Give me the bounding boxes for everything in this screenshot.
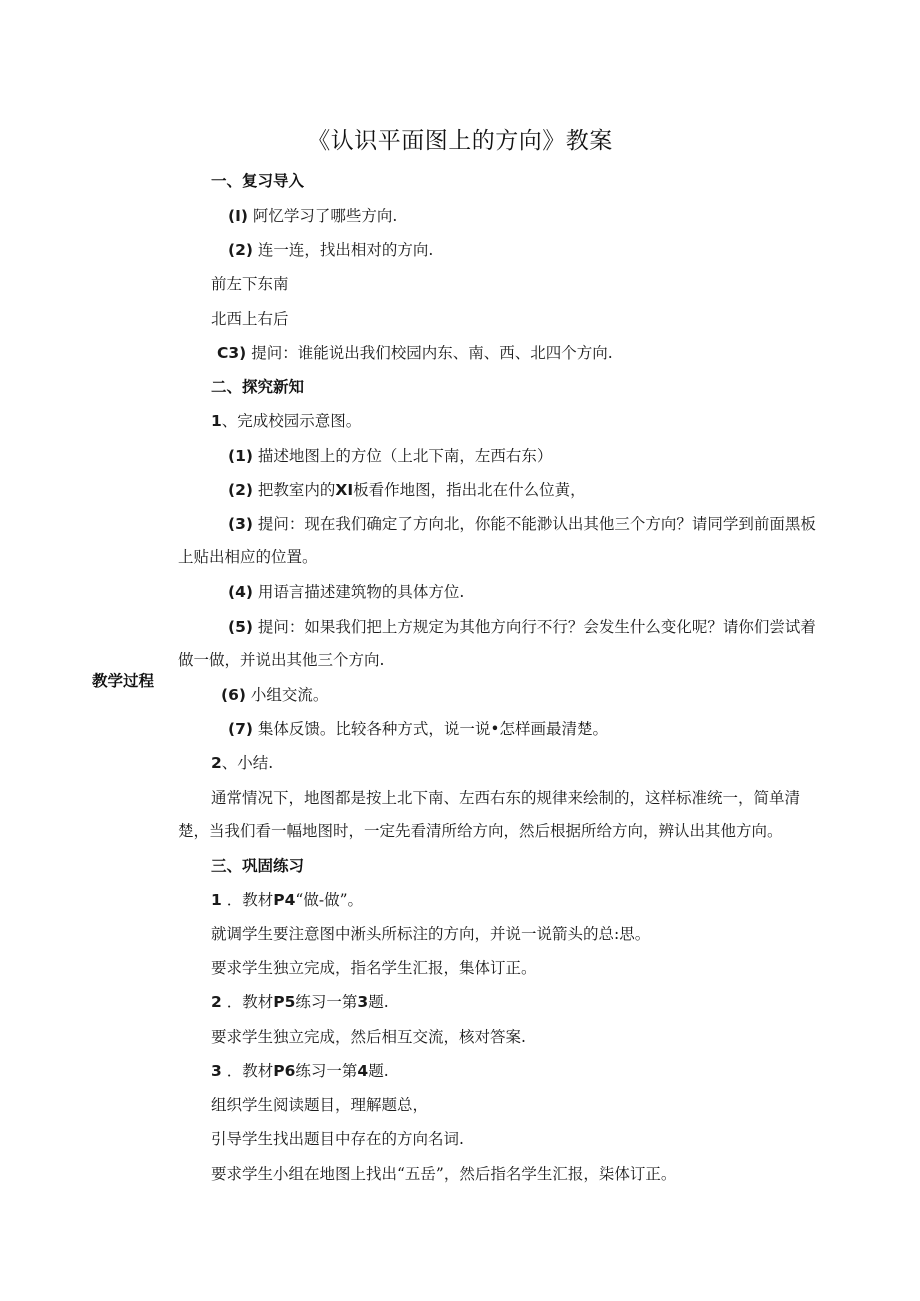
item-text: 用语言描述建筑物的具体方位. <box>257 583 465 601</box>
review-item-1 <box>228 206 397 226</box>
item-number: (3) <box>228 515 253 533</box>
side-label-teaching-process: 教学过程 <box>92 672 155 690</box>
summary-paragraph-continued: 楚，当我们看一幅地图时，一定先看清所给方向，然后根据所给方向，辨认出其他方向。 <box>178 822 783 840</box>
item-text-bold: 4 <box>357 1062 369 1080</box>
item-text-bold: P6 <box>273 1062 296 1080</box>
item-text: 提问：谁能说出我们校园内东、南、西、北四个方向. <box>251 344 613 362</box>
document-title: 《认识平面图上的方向》教案 <box>307 128 613 154</box>
explore-step-5 <box>228 617 816 637</box>
explore-part-1 <box>211 411 361 431</box>
review-item-2 <box>228 240 433 260</box>
item-text: “做-做”。 <box>295 891 363 909</box>
explore-step-1 <box>228 446 552 466</box>
explore-step-7 <box>228 719 608 739</box>
item-text: 板看作地图，指出北在什么位黄， <box>353 481 586 499</box>
item-text-bold: P5 <box>273 993 296 1011</box>
item-number: 2 <box>211 993 222 1011</box>
item-number: (5) <box>228 618 253 636</box>
item-number: (6) <box>221 686 246 704</box>
item-number: C3) <box>217 344 247 362</box>
item-number: (4) <box>228 583 253 601</box>
item-number: 2 <box>211 754 222 772</box>
item-text: 连一连，找出相对的方向. <box>257 241 434 259</box>
explore-step-3 <box>228 514 816 534</box>
explore-step-4 <box>228 582 464 602</box>
item-text: 集体反馈。比较各种方式，说一说•怎样画最清楚。 <box>257 720 609 738</box>
explore-step-5-continued: 做一做，并说出其他三个方向. <box>178 651 385 669</box>
explore-part-2 <box>211 753 273 773</box>
practice-item-3 <box>211 1061 389 1081</box>
practice-item-2-line-2: 要求学生独立完成，然后相互交流，核对答案. <box>211 1028 526 1046</box>
item-text: 描述地图上的方位（上北下南，左西右东） <box>257 447 553 465</box>
item-text: 小组交流。 <box>250 686 329 704</box>
item-number: (2) <box>228 481 253 499</box>
explore-step-3-continued: 上贴出相应的位置。 <box>178 548 318 566</box>
summary-paragraph: 通常情况下，地图都是按上北下南、左西右东的规律来绘制的，这样标准统一，简单清 <box>211 789 801 807</box>
item-text: ．教材 <box>226 1062 274 1080</box>
item-text-bold: XI <box>335 481 354 499</box>
item-number: (1) <box>228 447 253 465</box>
direction-words-row-1: 前左下东南 <box>211 275 289 293</box>
item-text: 阿忆学习了哪些方向. <box>252 207 398 225</box>
item-text: ．教材 <box>226 891 274 909</box>
item-text: ．教材 <box>226 993 274 1011</box>
practice-item-1-line-2: 就调学生要注意图中淅头所标注的方向，并说一说箭头的总:思。 <box>211 925 651 943</box>
section-heading-review: 一、复习导入 <box>211 172 305 190</box>
item-number: (I) <box>228 207 248 225</box>
item-text-bold: P4 <box>273 891 296 909</box>
explore-step-6 <box>221 685 328 705</box>
item-number: 1 <box>211 891 222 909</box>
direction-words-row-2: 北西上右后 <box>211 310 289 328</box>
item-text: 、小结. <box>221 754 274 772</box>
item-number: (7) <box>228 720 253 738</box>
practice-item-1 <box>211 890 363 910</box>
practice-item-3-line-4: 要求学生小组在地图上找出“五岳”，然后指名学生汇报，柒体订正。 <box>211 1165 677 1183</box>
practice-item-2 <box>211 992 389 1012</box>
item-text: 提问：现在我们确定了方向北，你能不能渺认出其他三个方向？请同学到前面黑板 <box>257 515 816 533</box>
item-text: 把教室内的 <box>257 481 336 499</box>
section-heading-practice: 三、巩固练习 <box>211 857 305 875</box>
review-item-3 <box>217 343 613 363</box>
item-number: (2) <box>228 241 253 259</box>
section-heading-explore: 二、探究新知 <box>211 378 305 396</box>
practice-item-3-line-2: 组织学生阅读题目，理解题总， <box>211 1096 429 1114</box>
practice-item-3-line-3: 引导学生找出题目中存在的方向名词. <box>211 1130 464 1148</box>
item-text: 提问：如果我们把上方规定为其他方向行不行？会发生什么变化呢？请你们尝试着 <box>257 618 816 636</box>
item-text: 练习一第 <box>295 1062 358 1080</box>
explore-step-2 <box>228 480 586 500</box>
item-text-bold: 3 <box>357 993 369 1011</box>
item-text: 、完成校园示意图。 <box>221 412 362 430</box>
item-text: 题. <box>368 993 389 1011</box>
item-number: 3 <box>211 1062 222 1080</box>
item-number: 1 <box>211 412 222 430</box>
item-text: 练习一第 <box>295 993 358 1011</box>
item-text: 题. <box>368 1062 389 1080</box>
practice-item-1-line-3: 要求学生独立完成，指名学生汇报，集体订正。 <box>211 959 537 977</box>
